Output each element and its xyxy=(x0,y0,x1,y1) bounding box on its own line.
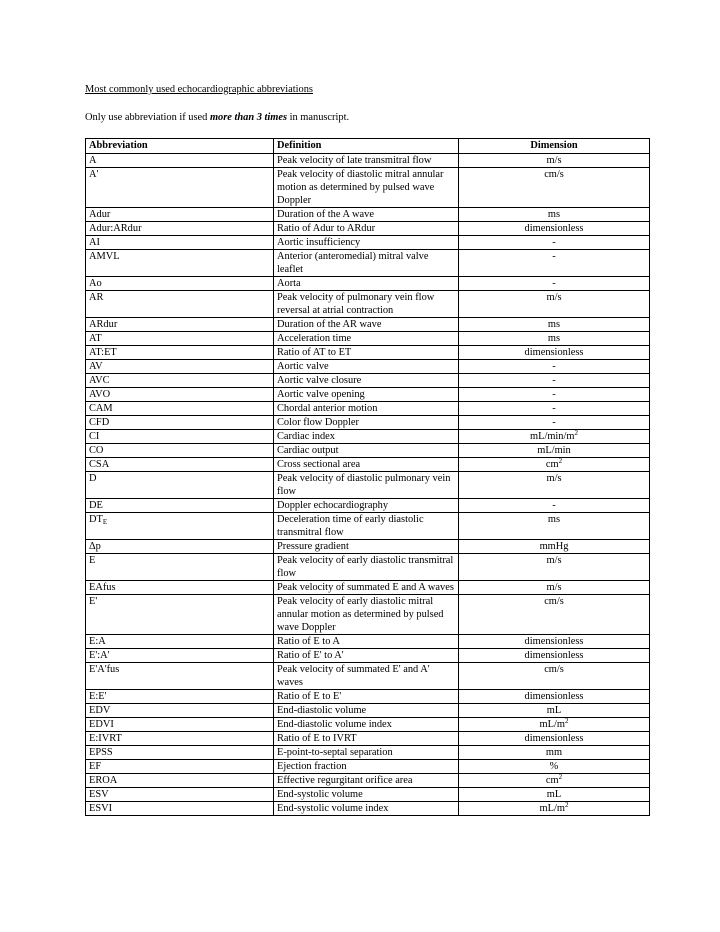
dimension-text: - xyxy=(552,403,556,414)
table-row xyxy=(86,277,650,291)
dimension-text: mL/m xyxy=(539,719,565,730)
table-row xyxy=(86,402,650,416)
table-row xyxy=(86,732,650,746)
dimension-text: cm xyxy=(545,459,559,470)
definition-cell: Peak velocity of summated E and A waves xyxy=(274,581,459,595)
abbreviation-cell xyxy=(86,346,274,360)
dimension-text: dimensionless xyxy=(524,347,584,358)
abbreviation-cell xyxy=(86,649,274,663)
abbreviation-cell xyxy=(86,208,274,222)
abbreviation-cell xyxy=(86,718,274,732)
table-row xyxy=(86,802,650,816)
usage-note-suffix: in manuscript. xyxy=(287,112,350,123)
abbreviation-cell xyxy=(86,581,274,595)
dimension-cell xyxy=(459,690,650,704)
table-row xyxy=(86,774,650,788)
header-definition: Definition xyxy=(274,139,459,154)
dimension-text: - xyxy=(552,361,556,372)
dimension-text: dimensionless xyxy=(524,650,584,661)
abbreviation-text: AI xyxy=(89,237,100,248)
abbreviation-cell xyxy=(86,332,274,346)
definition-cell: Aorta xyxy=(274,277,459,291)
abbreviation-cell xyxy=(86,236,274,250)
dimension-text: - xyxy=(552,417,556,428)
header-dimension: Dimension xyxy=(459,139,650,154)
abbreviation-text: EDV xyxy=(89,705,111,716)
abbreviation-text: CO xyxy=(89,445,104,456)
dimension-cell xyxy=(459,581,650,595)
dimension-text: mL xyxy=(546,789,562,800)
dimension-cell xyxy=(459,663,650,690)
definition-cell: Ratio of E to A xyxy=(274,635,459,649)
abbreviation-cell xyxy=(86,635,274,649)
dimension-text: dimensionless xyxy=(524,636,584,647)
abbreviation-text: CAM xyxy=(89,403,113,414)
table-row xyxy=(86,236,650,250)
dimension-cell xyxy=(459,168,650,208)
abbreviation-cell xyxy=(86,472,274,499)
table-row xyxy=(86,374,650,388)
abbreviation-text: DE xyxy=(89,500,103,511)
dimension-cell xyxy=(459,318,650,332)
dimension-text: m/s xyxy=(546,555,562,566)
dimension-text: mmHg xyxy=(539,541,569,552)
dimension-text: ms xyxy=(547,319,561,330)
abbreviation-cell xyxy=(86,402,274,416)
abbreviation-text: AVC xyxy=(89,375,110,386)
dimension-cell xyxy=(459,788,650,802)
definition-cell: Effective regurgitant orifice area xyxy=(274,774,459,788)
abbreviation-text: A' xyxy=(89,169,99,180)
dimension-cell xyxy=(459,718,650,732)
definition-cell: Acceleration time xyxy=(274,332,459,346)
definition-cell: Doppler echocardiography xyxy=(274,499,459,513)
abbreviation-text: AV xyxy=(89,361,103,372)
abbreviation-cell xyxy=(86,388,274,402)
dimension-text: % xyxy=(549,761,559,772)
abbreviation-cell xyxy=(86,416,274,430)
dimension-cell xyxy=(459,649,650,663)
definition-cell: Aortic insufficiency xyxy=(274,236,459,250)
definition-cell: End-diastolic volume xyxy=(274,704,459,718)
abbreviation-cell xyxy=(86,732,274,746)
usage-note xyxy=(85,112,349,123)
definition-cell: Deceleration time of early diastolic transmitral flow xyxy=(274,513,459,540)
definition-cell: Cross sectional area xyxy=(274,458,459,472)
table-row xyxy=(86,746,650,760)
abbreviation-cell xyxy=(86,277,274,291)
table-row xyxy=(86,222,650,236)
definition-cell: Aortic valve closure xyxy=(274,374,459,388)
dimension-cell xyxy=(459,291,650,318)
table-row xyxy=(86,430,650,444)
table-row xyxy=(86,346,650,360)
dimension-text: - xyxy=(552,375,556,386)
abbreviation-text: Adur xyxy=(89,209,111,220)
abbreviation-cell xyxy=(86,291,274,318)
abbreviation-cell xyxy=(86,250,274,277)
definition-cell: End-systolic volume xyxy=(274,788,459,802)
definition-cell: Ratio of E to IVRT xyxy=(274,732,459,746)
abbreviation-cell xyxy=(86,318,274,332)
definition-cell: Peak velocity of diastolic mitral annular motion as determined by pulsed wave Doppler xyxy=(274,168,459,208)
dimension-text: m/s xyxy=(546,582,562,593)
dimension-text: mm xyxy=(545,747,563,758)
abbreviation-cell xyxy=(86,788,274,802)
dimension-superscript: 2 xyxy=(558,457,563,465)
abbreviation-cell xyxy=(86,540,274,554)
abbreviation-text: CSA xyxy=(89,459,110,470)
table-row xyxy=(86,581,650,595)
abbreviation-text: Adur:ARdur xyxy=(89,223,142,234)
abbreviation-text: ARdur xyxy=(89,319,118,330)
abbreviation-text: E':A' xyxy=(89,650,110,661)
table-row xyxy=(86,444,650,458)
dimension-superscript: 2 xyxy=(564,717,569,725)
dimension-text: mL xyxy=(546,705,562,716)
table-row xyxy=(86,690,650,704)
table-row xyxy=(86,788,650,802)
abbreviation-cell xyxy=(86,444,274,458)
dimension-superscript: 2 xyxy=(558,773,563,781)
usage-note-emphasis: more than 3 times xyxy=(209,112,288,123)
dimension-text: cm/s xyxy=(544,169,564,180)
dimension-text: cm/s xyxy=(544,664,564,675)
definition-cell: Peak velocity of pulmonary vein flow reversal at atrial contraction xyxy=(274,291,459,318)
abbreviation-cell xyxy=(86,458,274,472)
abbreviation-text: AMVL xyxy=(89,251,120,262)
dimension-text: - xyxy=(552,500,556,511)
table-row xyxy=(86,332,650,346)
abbreviation-cell xyxy=(86,802,274,816)
dimension-cell xyxy=(459,277,650,291)
table-row xyxy=(86,458,650,472)
abbreviation-text: E:E' xyxy=(89,691,107,702)
abbreviation-cell xyxy=(86,690,274,704)
dimension-text: m/s xyxy=(546,473,562,484)
abbreviation-subscript: E xyxy=(102,518,108,526)
definition-cell: Ratio of AT to ET xyxy=(274,346,459,360)
abbreviation-cell xyxy=(86,168,274,208)
table-row xyxy=(86,760,650,774)
abbreviation-text: EAfus xyxy=(89,582,116,593)
definition-cell: Ratio of Adur to ARdur xyxy=(274,222,459,236)
table-row xyxy=(86,168,650,208)
definition-cell: End-diastolic volume index xyxy=(274,718,459,732)
dimension-text: - xyxy=(552,278,556,289)
abbreviation-text: EDVI xyxy=(89,719,114,730)
dimension-cell xyxy=(459,802,650,816)
table-body xyxy=(86,154,650,816)
abbreviation-cell xyxy=(86,554,274,581)
dimension-cell xyxy=(459,430,650,444)
dimension-text: cm xyxy=(545,775,559,786)
dimension-text: ms xyxy=(547,333,561,344)
dimension-text: - xyxy=(552,237,556,248)
dimension-cell xyxy=(459,732,650,746)
abbreviation-cell xyxy=(86,760,274,774)
abbreviation-text: CFD xyxy=(89,417,110,428)
definition-cell: Aortic valve xyxy=(274,360,459,374)
definition-cell: Duration of the A wave xyxy=(274,208,459,222)
table-row xyxy=(86,472,650,499)
dimension-superscript: 2 xyxy=(564,801,569,809)
dimension-cell xyxy=(459,760,650,774)
abbreviation-text: E:IVRT xyxy=(89,733,122,744)
dimension-text: m/s xyxy=(546,292,562,303)
table-row xyxy=(86,718,650,732)
abbreviation-text: AR xyxy=(89,292,104,303)
dimension-text: dimensionless xyxy=(524,733,584,744)
abbreviation-text: E'A'fus xyxy=(89,664,120,675)
dimension-cell xyxy=(459,774,650,788)
abbreviation-cell xyxy=(86,222,274,236)
dimension-text: cm/s xyxy=(544,596,564,607)
table-row xyxy=(86,388,650,402)
table-row xyxy=(86,154,650,168)
definition-cell: Color flow Doppler xyxy=(274,416,459,430)
abbreviation-text: ESV xyxy=(89,789,109,800)
dimension-cell xyxy=(459,360,650,374)
abbreviation-text: EPSS xyxy=(89,747,113,758)
abbreviation-text: CI xyxy=(89,431,100,442)
definition-cell: Peak velocity of diastolic pulmonary vein flow xyxy=(274,472,459,499)
abbreviation-cell xyxy=(86,663,274,690)
dimension-cell xyxy=(459,416,650,430)
dimension-text: mL/m xyxy=(539,803,565,814)
abbreviation-cell xyxy=(86,746,274,760)
dimension-text: dimensionless xyxy=(524,691,584,702)
table-header-row xyxy=(86,139,650,154)
table-row xyxy=(86,649,650,663)
table-row xyxy=(86,360,650,374)
dimension-cell xyxy=(459,374,650,388)
abbreviation-text: E' xyxy=(89,596,98,607)
dimension-cell xyxy=(459,154,650,168)
abbreviation-cell xyxy=(86,513,274,540)
abbreviation-cell xyxy=(86,360,274,374)
dimension-cell xyxy=(459,635,650,649)
usage-note-prefix: Only use abbreviation if used xyxy=(85,112,210,123)
definition-cell: E-point-to-septal separation xyxy=(274,746,459,760)
abbreviation-cell xyxy=(86,774,274,788)
dimension-text: - xyxy=(552,389,556,400)
definition-cell: Peak velocity of early diastolic mitral annular motion as determined by pulsed wave Doppler xyxy=(274,595,459,635)
table-row xyxy=(86,208,650,222)
dimension-text: dimensionless xyxy=(524,223,584,234)
table-row xyxy=(86,540,650,554)
abbreviation-text: EROA xyxy=(89,775,118,786)
abbreviation-text: DT xyxy=(89,514,103,525)
abbreviation-text: AT xyxy=(89,333,102,344)
header-abbreviation: Abbreviation xyxy=(86,139,274,154)
dimension-cell xyxy=(459,332,650,346)
dimension-cell xyxy=(459,388,650,402)
abbreviation-text: Ao xyxy=(89,278,102,289)
dimension-text: - xyxy=(552,251,556,262)
dimension-cell xyxy=(459,472,650,499)
abbreviation-cell xyxy=(86,499,274,513)
definition-cell: Ratio of E to E' xyxy=(274,690,459,704)
table-row xyxy=(86,554,650,581)
dimension-cell xyxy=(459,444,650,458)
page-title: Most commonly used echocardiographic abbreviations xyxy=(85,84,313,95)
abbreviation-text: Δp xyxy=(89,541,101,552)
abbreviation-text: E xyxy=(89,555,96,566)
table-row xyxy=(86,416,650,430)
abbreviation-text: A xyxy=(89,155,97,166)
dimension-text: m/s xyxy=(546,155,562,166)
abbreviation-text: ESVI xyxy=(89,803,113,814)
abbreviation-text: AT:ET xyxy=(89,347,117,358)
table-row xyxy=(86,499,650,513)
dimension-text: ms xyxy=(547,514,561,525)
dimension-cell xyxy=(459,499,650,513)
abbreviation-text: E:A xyxy=(89,636,106,647)
dimension-superscript: 2 xyxy=(574,429,578,437)
dimension-text: mL/min/m xyxy=(530,431,575,442)
abbreviations-table xyxy=(85,138,650,816)
table-row xyxy=(86,595,650,635)
dimension-cell xyxy=(459,222,650,236)
abbreviation-cell xyxy=(86,430,274,444)
dimension-cell xyxy=(459,208,650,222)
table-row xyxy=(86,318,650,332)
dimension-text: mL/min xyxy=(537,445,571,456)
dimension-cell xyxy=(459,595,650,635)
table-row xyxy=(86,291,650,318)
definition-cell: End-systolic volume index xyxy=(274,802,459,816)
dimension-cell xyxy=(459,704,650,718)
dimension-cell xyxy=(459,458,650,472)
dimension-cell xyxy=(459,513,650,540)
table-row xyxy=(86,250,650,277)
abbreviation-cell xyxy=(86,595,274,635)
abbreviation-cell xyxy=(86,704,274,718)
abbreviation-text: AVO xyxy=(89,389,111,400)
dimension-cell xyxy=(459,250,650,277)
table-row xyxy=(86,635,650,649)
dimension-cell xyxy=(459,346,650,360)
table-row xyxy=(86,513,650,540)
definition-cell: Ejection fraction xyxy=(274,760,459,774)
definition-cell: Cardiac index xyxy=(274,430,459,444)
definition-cell: Peak velocity of early diastolic transmitral flow xyxy=(274,554,459,581)
definition-cell: Anterior (anteromedial) mitral valve leaflet xyxy=(274,250,459,277)
dimension-cell xyxy=(459,746,650,760)
definition-cell: Cardiac output xyxy=(274,444,459,458)
abbreviation-cell xyxy=(86,154,274,168)
dimension-cell xyxy=(459,402,650,416)
definition-cell: Duration of the AR wave xyxy=(274,318,459,332)
definition-cell: Aortic valve opening xyxy=(274,388,459,402)
table-row xyxy=(86,704,650,718)
definition-cell: Peak velocity of late transmitral flow xyxy=(274,154,459,168)
abbreviation-text: D xyxy=(89,473,97,484)
dimension-cell xyxy=(459,554,650,581)
table-row xyxy=(86,663,650,690)
abbreviation-cell xyxy=(86,374,274,388)
definition-cell: Chordal anterior motion xyxy=(274,402,459,416)
definition-cell: Pressure gradient xyxy=(274,540,459,554)
definition-cell: Ratio of E' to A' xyxy=(274,649,459,663)
dimension-cell xyxy=(459,236,650,250)
dimension-text: ms xyxy=(547,209,561,220)
abbreviation-text: EF xyxy=(89,761,102,772)
dimension-cell xyxy=(459,540,650,554)
definition-cell: Peak velocity of summated E' and A' waves xyxy=(274,663,459,690)
